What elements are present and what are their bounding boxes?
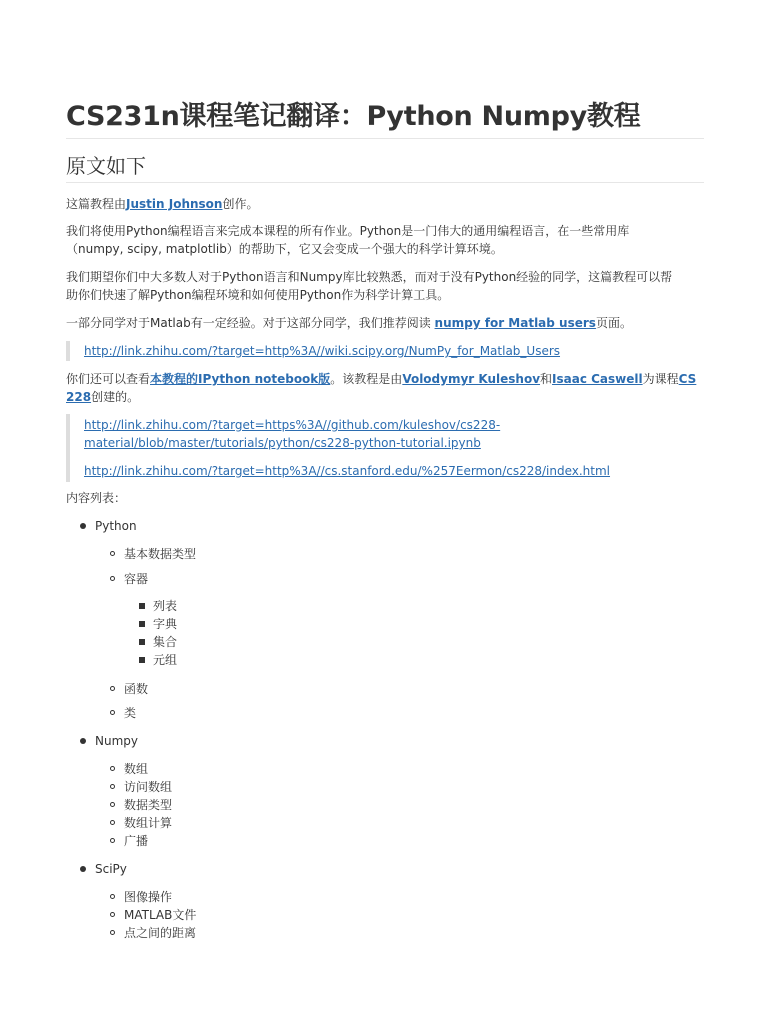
toc-python-functions: 函数 xyxy=(124,682,149,696)
bullet-circle xyxy=(110,710,115,715)
toc-scipy-distances: 点之间的距离 xyxy=(124,926,197,940)
blockquote-cs228 xyxy=(66,414,700,482)
bullet-circle xyxy=(110,838,115,843)
toc-python-classes: 类 xyxy=(124,706,137,720)
section-heading: 原文如下 xyxy=(66,154,146,178)
cs228-link[interactable]: CS xyxy=(678,372,697,386)
bullet-circle xyxy=(110,686,115,691)
matlab-url-link[interactable]: http://link.zhihu.com/?target=http%3A//wiki.scipy.org/NumPy_for_Matlab_Users xyxy=(84,344,561,358)
matlab-text: 一部分同学对于Matlab有一定经验。对于这部分同学，我们推荐阅读 xyxy=(66,316,435,330)
matlab-paragraph xyxy=(66,314,702,332)
heading-divider xyxy=(66,182,704,183)
toc-container-dict: 字典 xyxy=(153,617,178,631)
bullet-disc xyxy=(80,866,86,872)
toc-numpy-broadcasting: 广播 xyxy=(124,834,149,848)
numpy-for-matlab-link[interactable]: numpy for Matlab users xyxy=(434,316,596,330)
ipython-notebook-link[interactable]: 本教程的IPython notebook版 xyxy=(150,372,331,386)
bullet-square xyxy=(139,657,145,663)
toc-container-list: 列表 xyxy=(153,599,178,613)
bullet-circle xyxy=(110,802,115,807)
title-divider xyxy=(66,138,704,139)
toc-scipy-images: 图像操作 xyxy=(124,890,173,904)
bullet-circle xyxy=(110,766,115,771)
python-paragraph-line-1: 我们将使用Python编程语言来完成本课程的所有作业。Python是一门伟大的通用编程语言，在一些常用库 xyxy=(66,224,630,238)
page-title: CS231n课程笔记翻译：Python Numpy教程 xyxy=(66,101,641,132)
expectation-paragraph-line-1: 我们期望你们中大多数人对于Python语言和Numpy库比较熟悉，而对于没有Python经验的同学，这篇教程可以帮 xyxy=(66,270,673,284)
toc-numpy-indexing: 访问数组 xyxy=(124,780,173,794)
toc-python-basic-types: 基本数据类型 xyxy=(124,547,197,561)
bullet-circle xyxy=(110,576,115,581)
bullet-square xyxy=(139,603,145,609)
bullet-circle xyxy=(110,784,115,789)
github-url-link-cont[interactable]: material/blob/master/tutorials/python/cs228-python-tutorial.ipynb xyxy=(84,436,481,450)
expectation-paragraph-line-2: 助你们快速了解Python编程环境和如何使用Python作为科学计算工具。 xyxy=(66,288,450,302)
toc-numpy: Numpy xyxy=(95,734,138,748)
notebook-text-5: 创建的。 xyxy=(91,390,140,404)
toc-scipy-matlab-files: MATLAB文件 xyxy=(124,908,197,922)
python-paragraph xyxy=(66,222,702,258)
author-link[interactable]: Justin Johnson xyxy=(126,197,223,211)
toc-container-set: 集合 xyxy=(153,635,178,649)
intro-paragraph xyxy=(66,195,702,213)
toc-python: Python xyxy=(95,519,137,533)
bullet-circle xyxy=(110,820,115,825)
toc-python-containers: 容器 xyxy=(124,572,149,586)
github-url-link[interactable]: http://link.zhihu.com/?target=https%3A//github.com/kuleshov/cs228- xyxy=(84,418,501,432)
matlab-text-end: 页面。 xyxy=(595,316,632,330)
toc-numpy-datatypes: 数据类型 xyxy=(124,798,173,812)
kuleshov-link[interactable]: Volodymyr Kuleshov xyxy=(402,372,541,386)
bullet-circle xyxy=(110,930,115,935)
bullet-circle xyxy=(110,912,115,917)
intro-text: 这篇教程由 xyxy=(66,197,127,211)
bullet-square xyxy=(139,639,145,645)
bullet-square xyxy=(139,621,145,627)
toc-numpy-math: 数组计算 xyxy=(124,816,173,830)
toc-container-tuple: 元组 xyxy=(153,653,178,667)
toc-scipy: SciPy xyxy=(95,862,127,876)
bullet-disc xyxy=(80,738,86,744)
python-paragraph-line-2: （numpy, scipy, matplotlib）的帮助下，它又会变成一个强大的科学计算环境。 xyxy=(66,242,503,256)
notebook-text-4: 为课程 xyxy=(642,372,679,386)
cs228-link-cont[interactable]: 228 xyxy=(66,390,92,404)
notebook-text-3: 和 xyxy=(540,372,553,386)
bullet-circle xyxy=(110,551,115,556)
bullet-disc xyxy=(80,523,86,529)
intro-text-end: 创作。 xyxy=(222,197,259,211)
stanford-url-link[interactable]: http://link.zhihu.com/?target=http%3A//cs.stanford.edu/%257Eermon/cs228/index.html xyxy=(84,464,611,478)
notebook-text-2: 。该教程是由 xyxy=(330,372,403,386)
expectation-paragraph xyxy=(66,268,702,304)
notebook-paragraph xyxy=(66,370,702,406)
caswell-link[interactable]: Isaac Caswell xyxy=(552,372,643,386)
bullet-circle xyxy=(110,894,115,899)
toc-label: 内容列表： xyxy=(66,491,127,505)
blockquote-matlab xyxy=(66,341,700,361)
toc-numpy-arrays: 数组 xyxy=(124,762,149,776)
notebook-text-1: 你们还可以查看 xyxy=(66,372,151,386)
